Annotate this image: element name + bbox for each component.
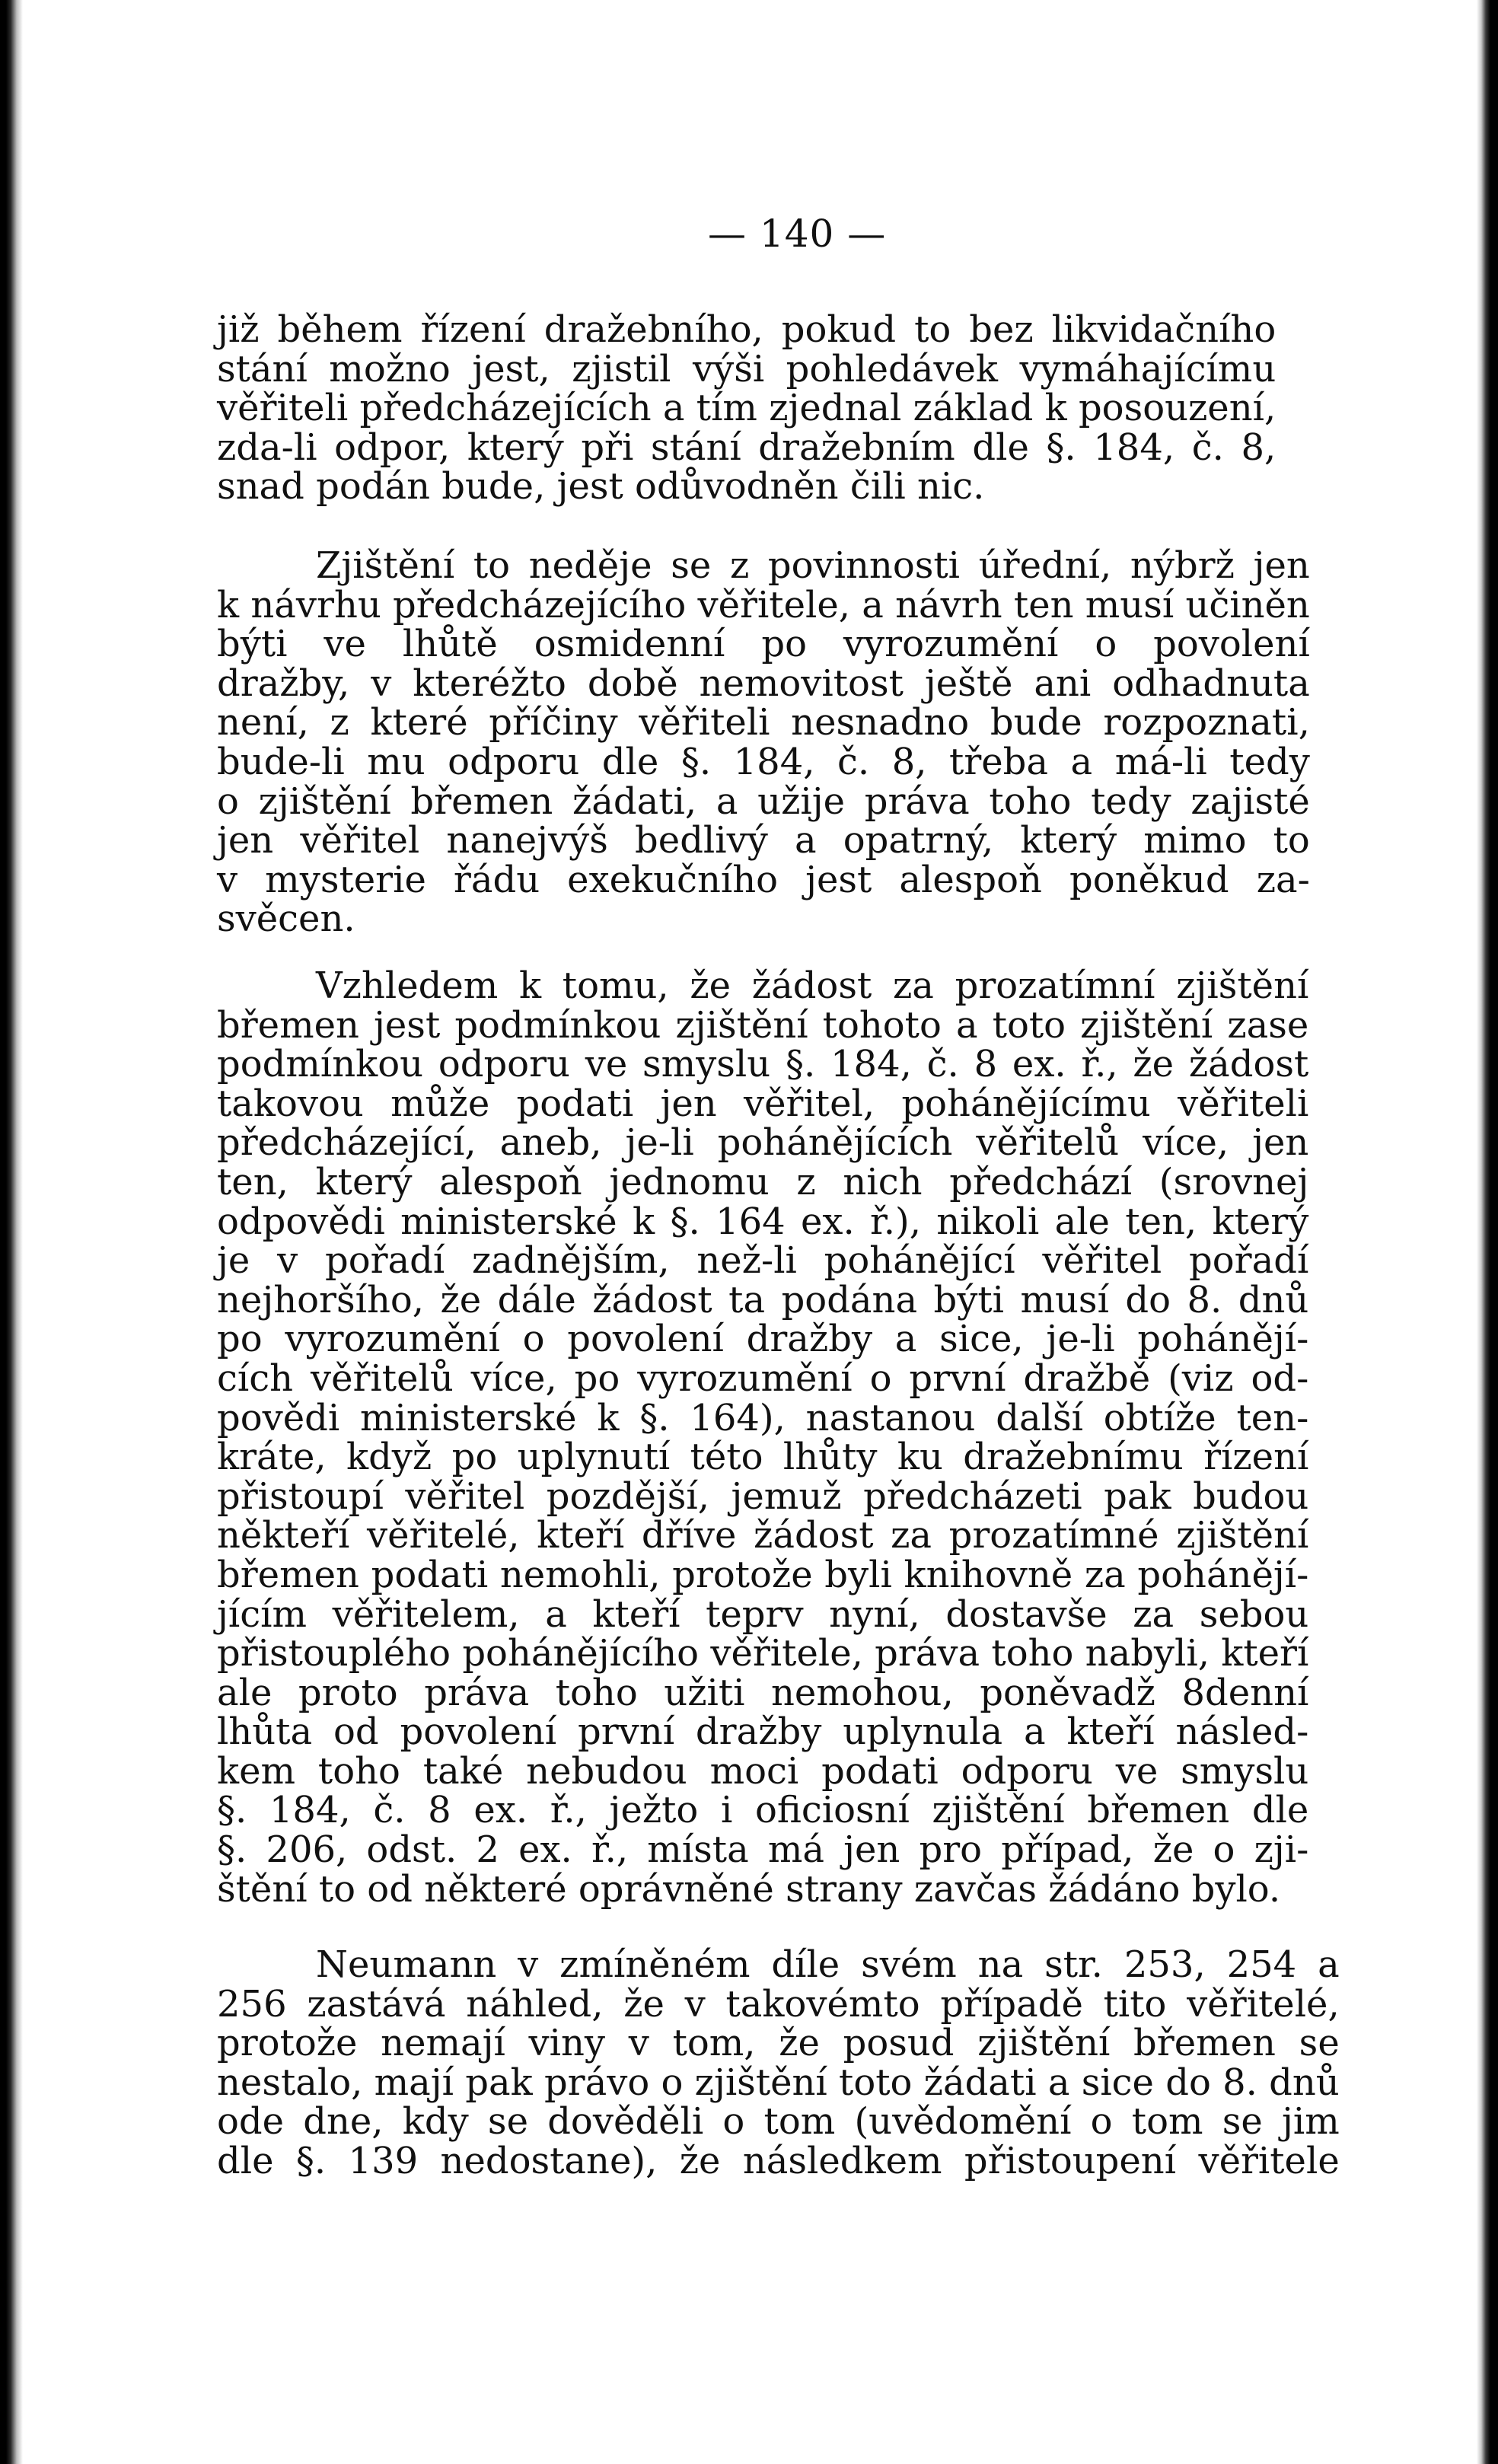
text-line: podmínkou odporu ve smyslu §. 184, č. 8 ex. ř., že žádost [217, 1043, 1309, 1086]
text-line: §. 206, odst. 2 ex. ř., místa má jen pro případ, že o zji- [217, 1828, 1309, 1872]
text-line: dle §. 139 nedostane), že následkem přistoupení věřitele [217, 2139, 1340, 2182]
text-line: nejhoršího, že dále žádost ta podána býti musí do 8. dnů [217, 1278, 1309, 1321]
text-line: k návrhu předcházejícího věřitele, a návrh ten musí učiněn [217, 583, 1310, 626]
text-line: lhůta od povolení první dražby uplynula a kteří násled- [217, 1710, 1309, 1754]
page-number: — 140 — [708, 212, 887, 256]
text-line: ten, který alespoň jednomu z nich předchází (srovnej [217, 1160, 1309, 1203]
text-line: předcházející, aneb, je-li pohánějících věřitelů více, jen [217, 1121, 1309, 1165]
text-line: ale proto práva toho užiti nemohou, poněvadž 8denní [217, 1671, 1309, 1714]
text-line: břemen podati nemohli, protože byli knihovně za pohánějí- [217, 1553, 1309, 1596]
text-line: ode dne, kdy se dověděli o tom (uvědomění o tom se jim [217, 2100, 1340, 2144]
paragraph-1 [217, 308, 1276, 508]
text-line: takovou může podati jen věřitel, pohánějícímu věřiteli [217, 1082, 1309, 1125]
text-line: stání možno jest, zjistil výši pohledávek vymáhajícímu [217, 347, 1276, 390]
paragraph-4 [217, 1943, 1340, 2182]
text-line: někteří věřitelé, kteří dříve žádost za prozatímné zjištění [217, 1514, 1309, 1557]
text-line: zda-li odpor, který při stání dražebním dle §. 184, č. 8, [217, 426, 1276, 469]
text-line: jícím věřitelem, a kteří teprv nyní, dostavše za sebou [217, 1592, 1309, 1636]
text-line: o zjištění břemen žádati, a užije práva toho tedy zajisté [217, 779, 1310, 823]
text-line: kem toho také nebudou moci podati odporu ve smyslu [217, 1749, 1309, 1793]
text-line: dražby, v kteréžto době nemovitost ještě ani odhadnuta [217, 661, 1310, 705]
text-line: přistouplého pohánějícího věřitele, práva toho nabyli, kteří [217, 1632, 1309, 1675]
text-line: nestalo, mají pak právo o zjištění toto žádati a sice do 8. dnů [217, 2061, 1340, 2104]
text-line: v mysterie řádu exekučního jest alespoň poněkud za- [217, 858, 1310, 901]
text-line: po vyrozumění o povolení dražby a sice, je-li pohánějí- [217, 1318, 1309, 1361]
scan-border-right [1477, 0, 1498, 2464]
text-line: již během řízení dražebního, pokud to bez likvidačního [217, 308, 1276, 351]
paragraph-3 [217, 964, 1309, 1911]
text-line: štění to od některé oprávněné strany zavčas žádáno bylo. [217, 1867, 1281, 1911]
text-line: jen věřitel nanejvýš bedlivý a opatrný, který mimo to [217, 819, 1310, 862]
text-line: cích věřitelů více, po vyrozumění o první dražbě (viz od- [217, 1356, 1309, 1400]
paragraph-2 [217, 544, 1310, 941]
text-line: věřiteli předcházejících a tím zjednal základ k posouzení, [217, 387, 1276, 430]
text-line: snad podán bude, jest odůvodněn čili nic. [217, 465, 985, 508]
text-line: Zjištění to neděje se z povinnosti úřední, nýbrž jen [316, 544, 1310, 587]
text-line: není, z které příčiny věřiteli nesnadno bude rozpoznati, [217, 701, 1310, 744]
text-line: bude-li mu odporu dle §. 184, č. 8, třeba a má-li tedy [217, 740, 1310, 783]
text-line: Vzhledem k tomu, že žádost za prozatímní zjištění [316, 964, 1309, 1007]
text-line: býti ve lhůtě osmidenní po vyrozumění o povolení [217, 623, 1310, 666]
text-line: kráte, když po uplynutí této lhůty ku dražebnímu řízení [217, 1436, 1309, 1479]
text-line: §. 184, č. 8 ex. ř., ježto i oficiosní zjištění břemen dle [217, 1789, 1309, 1832]
text-line: přistoupí věřitel pozdější, jemuž předcházeti pak budou [217, 1474, 1309, 1518]
text-line: břemen jest podmínkou zjištění tohoto a toto zjištění zase [217, 1003, 1309, 1047]
text-line: je v pořadí zadnějším, než-li pohánějící věřitel pořadí [217, 1239, 1309, 1283]
text-line: 256 zastává náhled, že v takovémto případě tito věřitelé, [217, 1982, 1340, 2026]
text-line: Neumann v zmíněném díle svém na str. 253, 254 a [316, 1943, 1340, 1986]
text-line: povědi ministerské k §. 164), nastanou další obtíže ten- [217, 1396, 1309, 1439]
text-line: svěcen. [217, 897, 355, 941]
text-line: odpovědi ministerské k §. 164 ex. ř.), nikoli ale ten, který [217, 1200, 1309, 1243]
text-line: protože nemají viny v tom, že posud zjištění břemen se [217, 2022, 1340, 2065]
scan-border-left [0, 0, 23, 2464]
